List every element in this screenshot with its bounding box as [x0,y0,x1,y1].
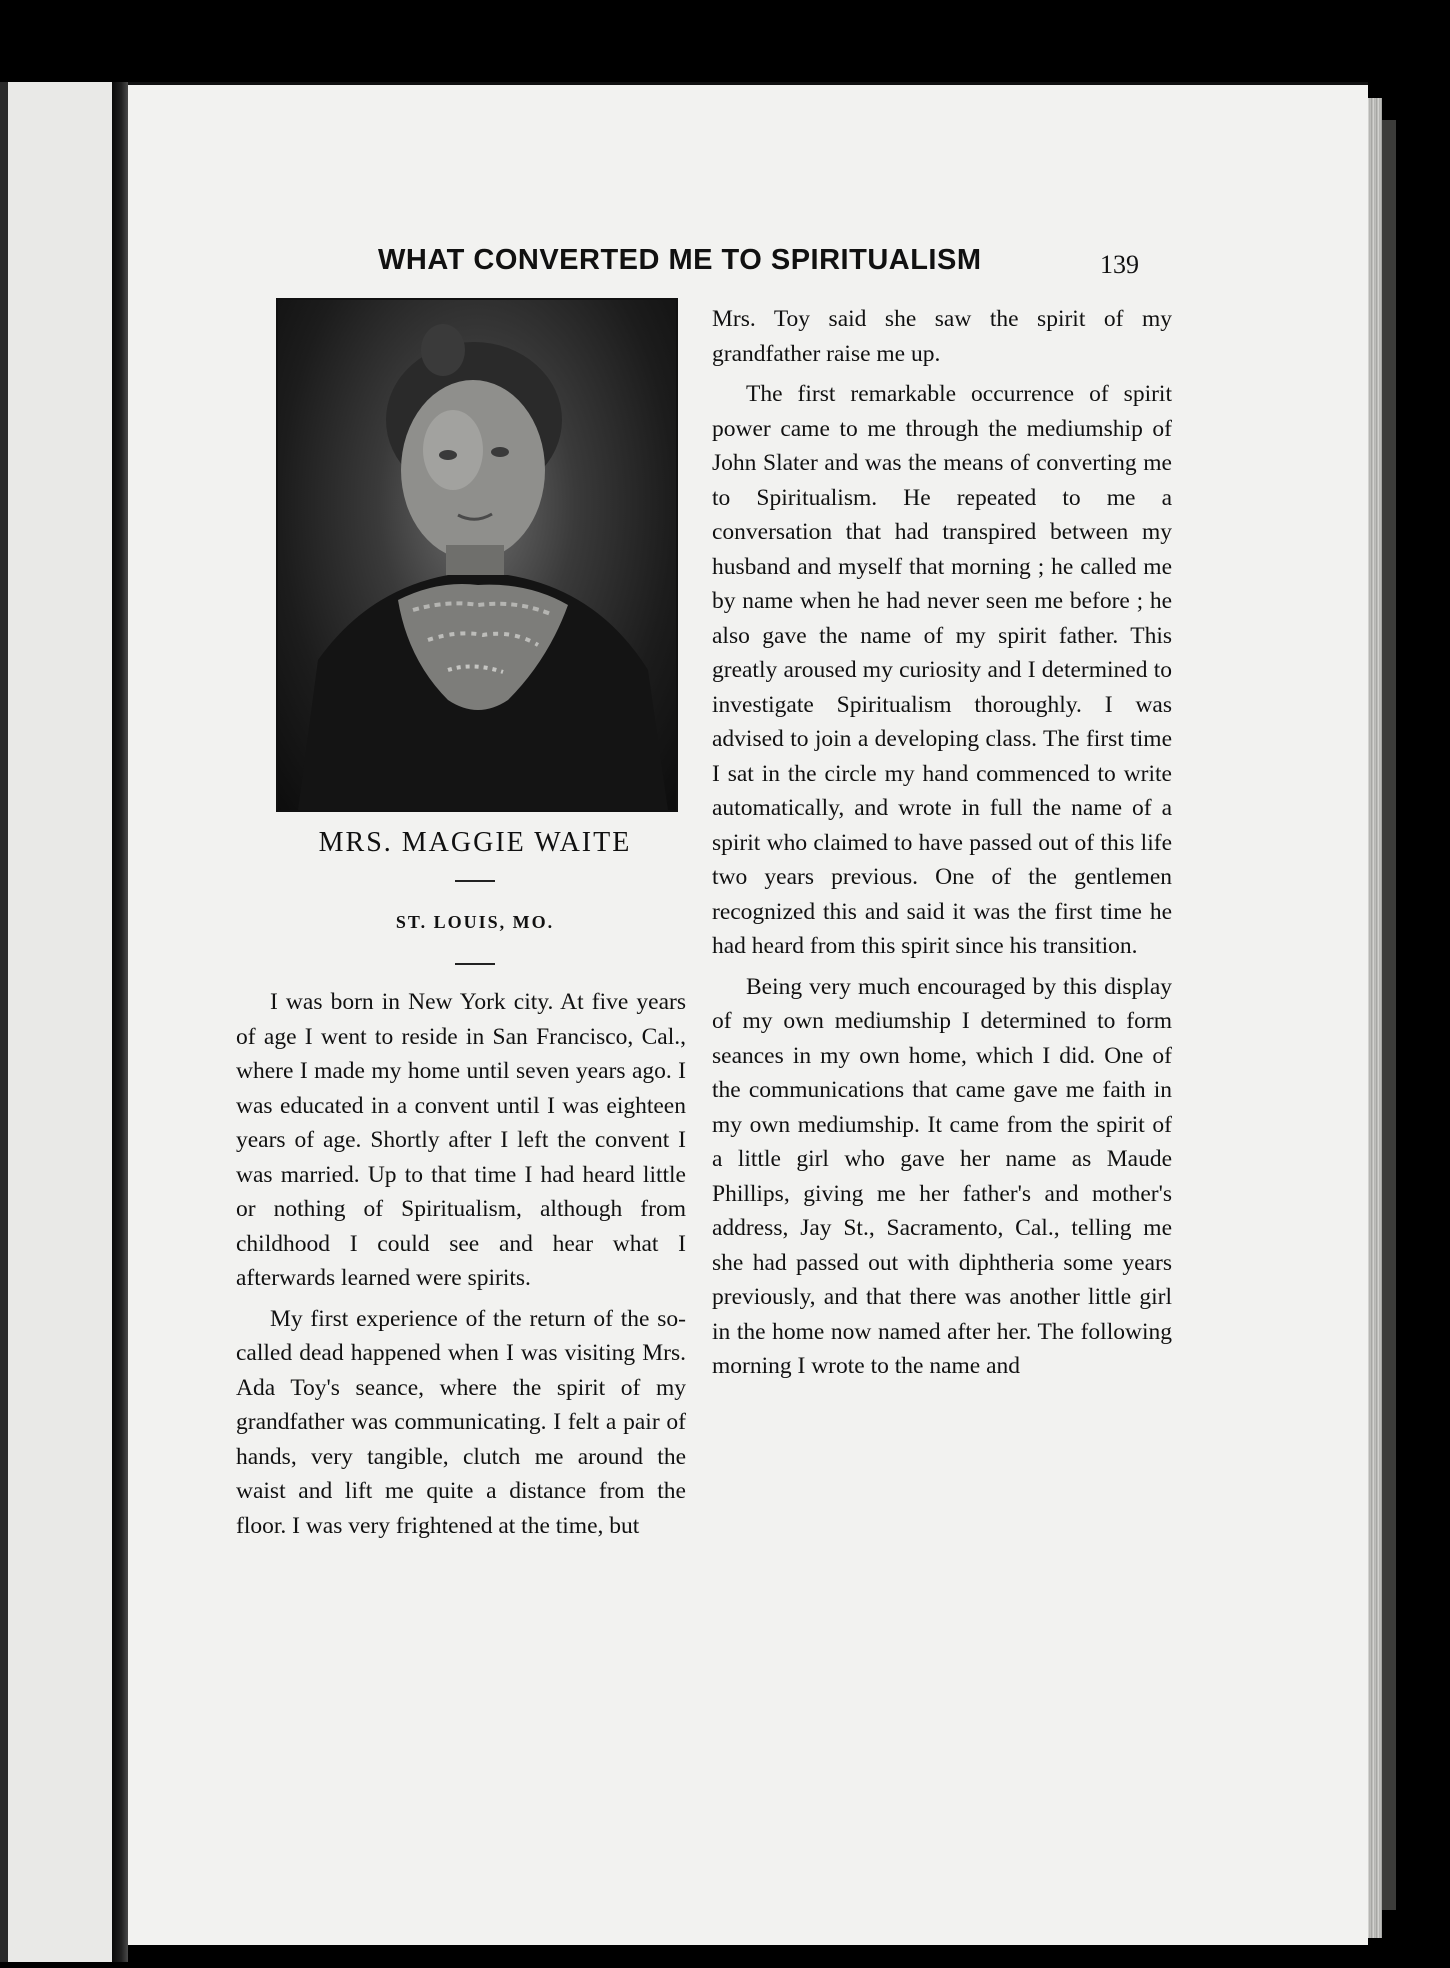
location-subtitle: ST. LOUIS, MO. [395,912,555,932]
book-cover-edge [1382,120,1396,1910]
facing-page [0,82,112,1962]
name-heading: MRS. MAGGIE WAITE [318,827,632,858]
running-title: WHAT CONVERTED ME TO SPIRITUALISM [378,244,982,276]
book-gutter [112,82,128,1962]
divider-rule [455,963,495,965]
left-eye [439,450,457,460]
paragraph: Mrs. Toy said she saw the spirit of my grandfather raise me up. [712,306,1172,367]
paragraph: Being very much encouraged by this display of my own mediumship I determined to form seances in my own home, which I did. One of the communications that came gave me faith in my own mediumship. It came from the spirit of a little girl who gave her name as Maude Phillips, giving me her father's and mother's address, Jay St., Sacramento, Cal., telling me she had passed out with diphtheria some years previously, and that there was another little girl in the home now named after her. The following morning I wrote to the name and [712,973,1172,1379]
page-header [378,244,1178,288]
right-text-column [712,302,1172,1384]
portrait-photo [276,298,678,812]
portrait-illustration [278,300,676,810]
page-number: 139 [1100,250,1139,279]
right-eye [491,447,509,457]
paragraph: The first remarkable occurrence of spirit power came to me through the mediumship of John Slater and was the means of converting me to Spiritualism. He repeated to me a conversation that had transpired between my husband and myself that morning ; he called me by name when he had never seen me before ; he also gave the name of my spirit father. This greatly aroused my curiosity and I determined to investigate Spiritualism thoroughly. I was advised to join a developing class. The first time I sat in the circle my hand commenced to write automatically, and wrote in full the name of a spirit who claimed to have passed out of this life two years previous. One of the gentlemen recognized this and said it was the first time he had heard from this spirit since his transition. [712,381,1172,959]
paragraph: I was born in New York city. At five years of age I went to reside in San Francisco, Cal., where I made my home until seven years ago. I was educated in a convent until I was eighteen years of age. Shortly after I left the convent I was married. Up to that time I had heard little or nothing of Spiritualism, although from childhood I could see and hear what I afterwards learned were spirits. [236,989,686,1291]
face-highlight [423,410,483,490]
paragraph: My first experience of the return of the so-called dead happened when I was visiting Mrs. Ada Toy's seance, where the spirit of my grandfather was communicating. I felt a pair of hands, very tangible, clutch me around the waist and lift me quite a distance from the floor. I was very frightened at the time, but [236,1305,686,1539]
hair-bun-shape [421,324,465,376]
facing-page-edge [0,82,8,1962]
divider-rule [455,880,495,882]
left-text-column [236,985,686,1543]
